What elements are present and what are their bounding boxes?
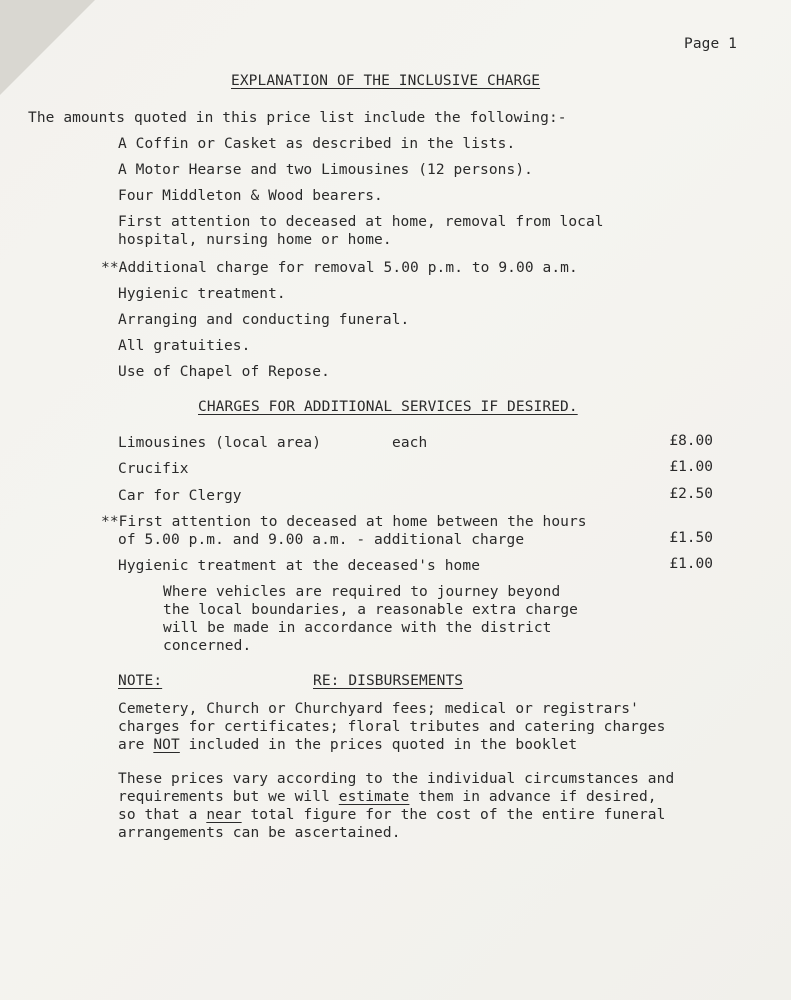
closing-post: total figure for the cost of the entire funeral <box>241 807 666 823</box>
service-price: £2.50 <box>669 486 713 502</box>
included-item: Four Middleton & Wood bearers. <box>118 188 383 204</box>
service-price: £1.00 <box>669 459 713 475</box>
service-price: £1.00 <box>669 556 713 572</box>
service-price: £8.00 <box>669 433 713 449</box>
included-item: A Motor Hearse and two Limousines (12 persons). <box>118 162 533 178</box>
vehicle-note-line: will be made in accordance with the district <box>163 620 552 636</box>
intro-text: The amounts quoted in this price list include the following:- <box>28 110 567 126</box>
closing-line: These prices vary according to the individual circumstances and <box>118 771 675 787</box>
included-item: hospital, nursing home or home. <box>118 232 392 248</box>
not-emphasis: NOT <box>153 737 180 753</box>
vehicle-note-line: concerned. <box>163 638 252 654</box>
service-note: each <box>392 435 428 451</box>
page-title: EXPLANATION OF THE INCLUSIVE CHARGE <box>231 73 541 89</box>
section-heading: CHARGES FOR ADDITIONAL SERVICES IF DESIRED. <box>198 399 578 415</box>
closing-line <box>118 788 657 806</box>
disbursements-heading: RE: DISBURSEMENTS <box>313 673 464 689</box>
included-item: Hygienic treatment. <box>118 286 286 302</box>
disb-pre: are <box>118 737 154 753</box>
closing-pre: requirements but we will <box>118 789 339 805</box>
included-item: First attention to deceased at home, removal from local <box>118 214 604 230</box>
closing-post: them in advance if desired, <box>409 789 657 805</box>
service-label: Car for Clergy <box>118 488 242 504</box>
service-label: Hygienic treatment at the deceased's home <box>118 558 481 574</box>
vehicle-note-line: the local boundaries, a reasonable extra charge <box>163 602 578 618</box>
disbursements-line <box>118 736 577 754</box>
estimate-emphasis: estimate <box>338 789 410 805</box>
included-item: All gratuities. <box>118 338 251 354</box>
service-label: Crucifix <box>118 461 189 477</box>
page-number: Page 1 <box>684 36 737 52</box>
closing-line <box>118 806 665 824</box>
closing-line: arrangements can be ascertained. <box>118 825 401 841</box>
disbursements-line: charges for certificates; floral tributes and catering charges <box>118 719 666 735</box>
near-emphasis: near <box>206 807 242 823</box>
disbursements-line: Cemetery, Church or Churchyard fees; medical or registrars' <box>118 701 639 717</box>
vehicle-note-line: Where vehicles are required to journey beyond <box>163 584 561 600</box>
service-label-continued: of 5.00 p.m. and 9.00 a.m. - additional charge <box>118 532 525 548</box>
service-price: £1.50 <box>669 530 713 546</box>
included-item: A Coffin or Casket as described in the lists. <box>118 136 516 152</box>
note-label: NOTE: <box>118 673 163 689</box>
service-label: Limousines (local area) <box>118 435 322 451</box>
disb-post: included in the prices quoted in the booklet <box>179 737 578 753</box>
included-item: Arranging and conducting funeral. <box>118 312 410 328</box>
page-fold-shadow <box>0 0 95 95</box>
included-item: **Additional charge for removal 5.00 p.m. to 9.00 a.m. <box>101 260 578 276</box>
closing-pre: so that a <box>118 807 207 823</box>
included-item: Use of Chapel of Repose. <box>118 364 330 380</box>
service-label: **First attention to deceased at home between the hours <box>101 514 587 530</box>
